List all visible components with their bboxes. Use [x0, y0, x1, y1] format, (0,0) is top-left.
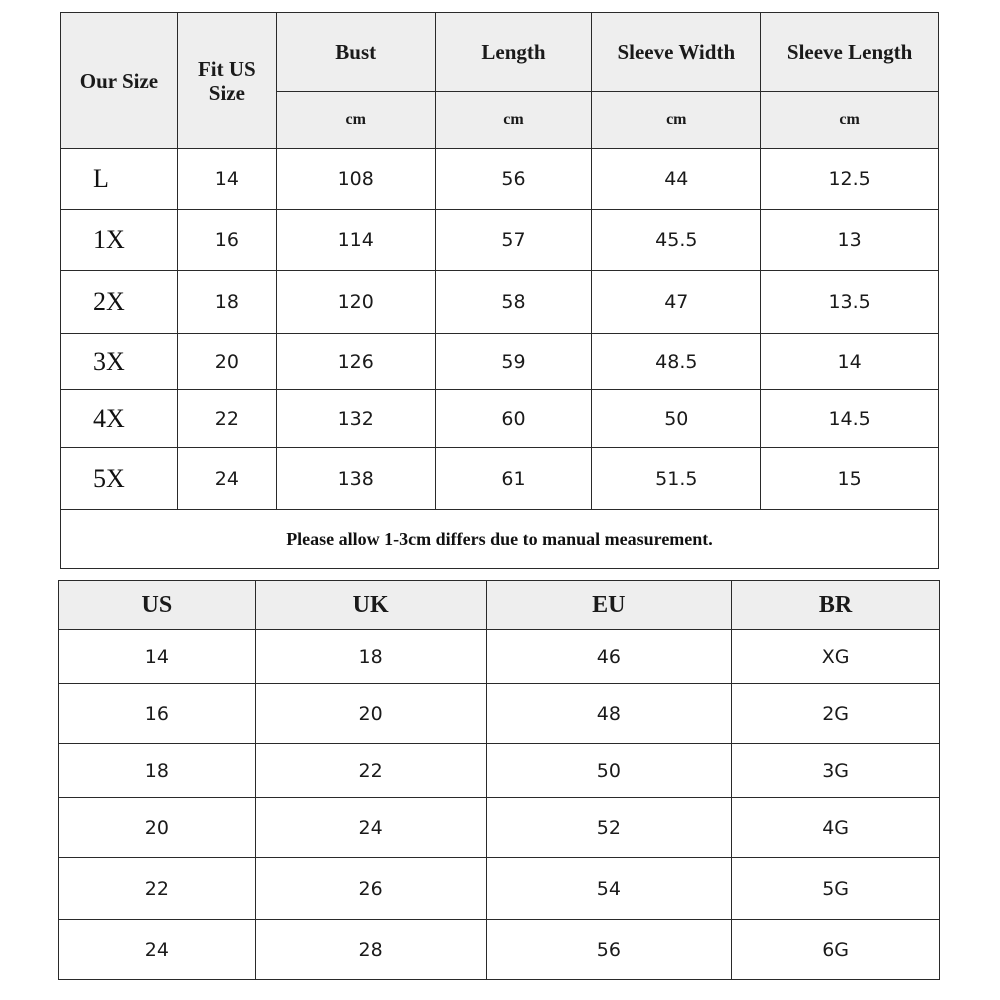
size-chart-table: [60, 12, 939, 569]
conversion-header-row: [59, 581, 940, 630]
unit-sleeve-length: cm: [761, 92, 939, 149]
eu-value: 50: [486, 744, 732, 798]
table-row: [61, 149, 939, 210]
header-our-size: Our Size: [61, 13, 178, 149]
table-row: [61, 390, 939, 448]
sleeve-width-value: 47: [592, 271, 761, 334]
length-value: 56: [435, 149, 592, 210]
size-label: L: [61, 149, 178, 210]
unit-bust: cm: [276, 92, 435, 149]
sleeve-width-value: 45.5: [592, 210, 761, 271]
br-value: 4G: [732, 798, 940, 858]
fit-us-value: 24: [177, 448, 276, 510]
sleeve-length-value: 14.5: [761, 390, 939, 448]
fit-us-value: 18: [177, 271, 276, 334]
bust-value: 126: [276, 334, 435, 390]
fit-us-value: 20: [177, 334, 276, 390]
bust-value: 114: [276, 210, 435, 271]
length-value: 60: [435, 390, 592, 448]
measurement-note-row: [61, 510, 939, 569]
table-row: [59, 920, 940, 980]
length-value: 59: [435, 334, 592, 390]
us-value: 14: [59, 630, 256, 684]
table-row: [61, 448, 939, 510]
header-br: BR: [732, 581, 940, 630]
us-value: 24: [59, 920, 256, 980]
uk-value: 18: [255, 630, 486, 684]
bust-value: 120: [276, 271, 435, 334]
fit-us-value: 16: [177, 210, 276, 271]
header-sleeve-width: Sleeve Width: [592, 13, 761, 92]
table-row: [61, 334, 939, 390]
br-value: 3G: [732, 744, 940, 798]
size-conversion-table: [58, 580, 940, 980]
length-value: 57: [435, 210, 592, 271]
sleeve-length-value: 13.5: [761, 271, 939, 334]
bust-value: 108: [276, 149, 435, 210]
fit-us-value: 14: [177, 149, 276, 210]
bust-value: 138: [276, 448, 435, 510]
eu-value: 48: [486, 684, 732, 744]
measurement-note: Please allow 1-3cm differs due to manual measurement.: [61, 510, 939, 569]
sleeve-width-value: 44: [592, 149, 761, 210]
br-value: 6G: [732, 920, 940, 980]
eu-value: 56: [486, 920, 732, 980]
header-us: US: [59, 581, 256, 630]
size-label: 1X: [61, 210, 178, 271]
header-uk: UK: [255, 581, 486, 630]
br-value: 5G: [732, 858, 940, 920]
us-value: 16: [59, 684, 256, 744]
sleeve-width-value: 48.5: [592, 334, 761, 390]
length-value: 58: [435, 271, 592, 334]
uk-value: 28: [255, 920, 486, 980]
uk-value: 24: [255, 798, 486, 858]
sleeve-length-value: 13: [761, 210, 939, 271]
eu-value: 52: [486, 798, 732, 858]
unit-length: cm: [435, 92, 592, 149]
uk-value: 26: [255, 858, 486, 920]
header-bust: Bust: [276, 13, 435, 92]
us-value: 22: [59, 858, 256, 920]
br-value: XG: [732, 630, 940, 684]
unit-sleeve-width: cm: [592, 92, 761, 149]
size-chart-header-row: [61, 13, 939, 92]
header-length: Length: [435, 13, 592, 92]
header-fit-us-size: [177, 13, 276, 149]
table-row: [59, 858, 940, 920]
table-row: [59, 630, 940, 684]
size-label: 4X: [61, 390, 178, 448]
table-row: [59, 684, 940, 744]
us-value: 20: [59, 798, 256, 858]
size-label: 5X: [61, 448, 178, 510]
table-row: [59, 744, 940, 798]
size-label: 3X: [61, 334, 178, 390]
uk-value: 20: [255, 684, 486, 744]
table-row: [61, 271, 939, 334]
header-eu: EU: [486, 581, 732, 630]
table-row: [61, 210, 939, 271]
sleeve-length-value: 15: [761, 448, 939, 510]
header-sleeve-length: Sleeve Length: [761, 13, 939, 92]
sleeve-length-value: 14: [761, 334, 939, 390]
eu-value: 46: [486, 630, 732, 684]
size-label: 2X: [61, 271, 178, 334]
fit-us-value: 22: [177, 390, 276, 448]
br-value: 2G: [732, 684, 940, 744]
us-value: 18: [59, 744, 256, 798]
sleeve-width-value: 50: [592, 390, 761, 448]
uk-value: 22: [255, 744, 486, 798]
sleeve-width-value: 51.5: [592, 448, 761, 510]
length-value: 61: [435, 448, 592, 510]
header-fit-us-size-label: Fit US Size: [197, 56, 256, 105]
eu-value: 54: [486, 858, 732, 920]
bust-value: 132: [276, 390, 435, 448]
table-row: [59, 798, 940, 858]
sleeve-length-value: 12.5: [761, 149, 939, 210]
